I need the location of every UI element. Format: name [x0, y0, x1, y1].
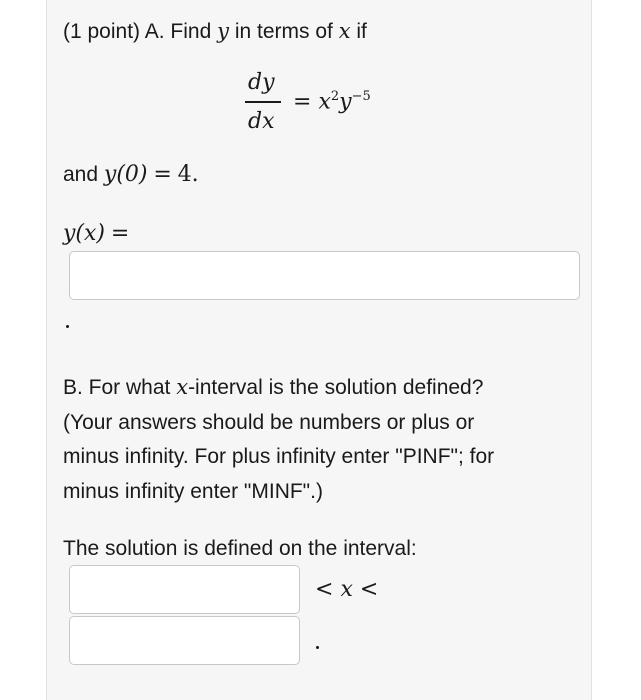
rhs-x-exponent: 2 — [330, 89, 340, 104]
answer-label-fn: y(x) — [63, 221, 106, 246]
instructions-line-1: (Your answers should be numbers or plus or — [63, 411, 475, 434]
interval-intro: The solution is defined on the interval: — [63, 537, 417, 560]
rhs-y: y — [339, 89, 352, 115]
upper-bound-input[interactable] — [69, 616, 300, 665]
var-y: y — [217, 19, 229, 43]
instructions-line-2: minus infinity. For plus infinity enter "PINF"; for — [63, 445, 495, 468]
inequality — [315, 579, 378, 601]
part-b-trailing-period — [316, 646, 319, 649]
equation-rhs — [293, 90, 371, 113]
equals-sign: = — [293, 89, 312, 115]
condition-rhs: 4. — [177, 162, 199, 187]
lower-bound-input[interactable] — [69, 565, 300, 614]
var-x: x — [338, 19, 351, 43]
instructions-line-3: minus infinity enter "MINF".) — [63, 480, 323, 503]
prompt-prefix: A. Find — [144, 20, 212, 43]
question-suffix: -interval is the solution defined? — [188, 376, 484, 399]
rhs-x: x — [318, 89, 331, 115]
points-label: (1 point) — [63, 20, 141, 43]
part-a-prompt — [63, 21, 367, 42]
part-b-question — [63, 377, 483, 398]
y-of-x-answer-input[interactable] — [69, 251, 580, 300]
part-a-trailing-period — [66, 325, 69, 328]
inequality-lt-1: < — [315, 577, 334, 602]
rhs-y-exponent: −5 — [351, 89, 371, 104]
answer-label-equals: = — [110, 221, 130, 246]
condition-prefix: and — [63, 163, 99, 186]
condition-lhs: y(0) — [103, 162, 148, 187]
inequality-var: x — [340, 577, 353, 602]
prompt-mid: in terms of — [234, 20, 333, 43]
question-var: x — [176, 375, 189, 399]
fraction-bar — [245, 101, 281, 103]
fraction-numerator: dy — [248, 70, 275, 95]
initial-condition — [63, 164, 199, 186]
question-prefix: B. For what — [63, 376, 171, 399]
fraction-denominator: dx — [248, 109, 275, 134]
condition-equals: = — [153, 162, 172, 187]
inequality-lt-2: < — [359, 577, 379, 602]
prompt-suffix: if — [356, 20, 367, 43]
answer-label — [63, 223, 129, 245]
